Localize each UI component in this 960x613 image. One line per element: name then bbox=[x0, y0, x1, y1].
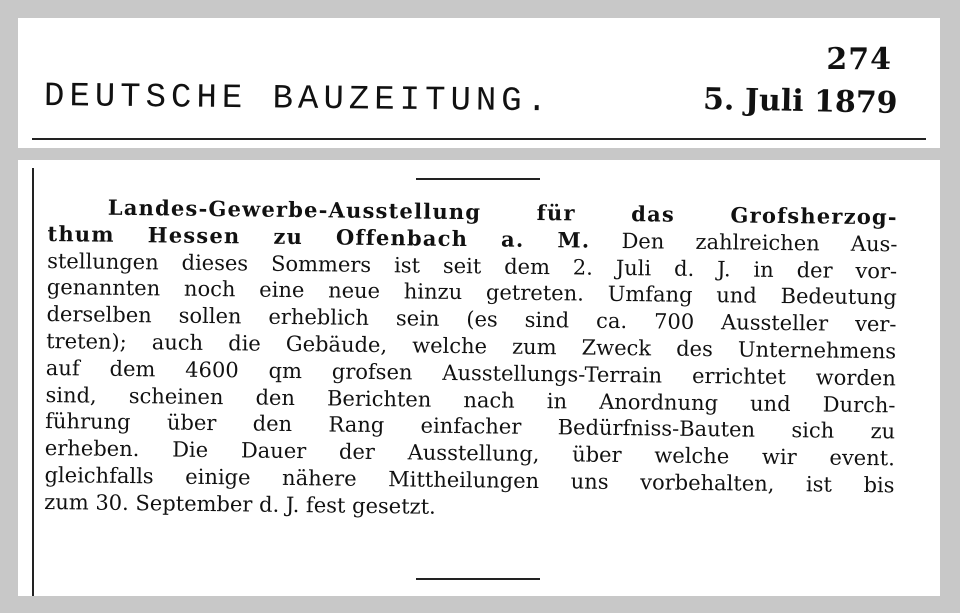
masthead-title: DEUTSCHE BAUZEITUNG. bbox=[43, 78, 553, 122]
article-line: sind, scheinen den Berichten nach in Anordnung und Durch- bbox=[45, 382, 896, 417]
article-line: zum 30. September d. J. fest gesetzt. bbox=[44, 489, 436, 519]
bottom-separator-rule bbox=[416, 578, 540, 580]
newspaper-header-panel bbox=[18, 18, 940, 148]
article-line: erheben. Die Dauer der Ausstellung, über welche wir event. bbox=[44, 436, 895, 471]
article-panel bbox=[18, 160, 940, 596]
article-line: treten); auch die Gebäude, welche zum Zweck des Unternehmens bbox=[46, 328, 897, 364]
article-text: Den zahlreichen Aus- bbox=[590, 228, 898, 257]
article-line: auf dem 4600 qm grofsen Ausstellungs-Terrain errichtet worden bbox=[45, 355, 896, 391]
header-rule bbox=[32, 138, 926, 140]
column-divider bbox=[32, 168, 34, 596]
page-number: 274 bbox=[826, 42, 892, 77]
article-heading-part: Landes-Gewerbe-Ausstellung für das Grofsherzog- bbox=[107, 194, 898, 230]
issue-date: 5. Juli 1879 bbox=[703, 81, 899, 121]
article-line: führung über den Rang einfacher Bedürfniss-Bauten sich zu bbox=[45, 409, 896, 444]
article-line: stellungen dieses Sommers ist seit dem 2. Juli d. J. in der vor- bbox=[47, 248, 898, 283]
article-line: gleichfalls einige nähere Mittheilungen uns vorbehalten, ist bis bbox=[44, 462, 895, 498]
top-separator-rule bbox=[416, 178, 540, 180]
article-heading-part: thum Hessen zu Offenbach a. M. bbox=[47, 220, 591, 253]
article-line: genannten noch eine neue hinzu getreten. Umfang und Bedeutung bbox=[46, 275, 897, 310]
article-body bbox=[44, 194, 898, 526]
article-line: derselben sollen erheblich sein (es sind ca. 700 Aussteller ver- bbox=[46, 302, 897, 337]
